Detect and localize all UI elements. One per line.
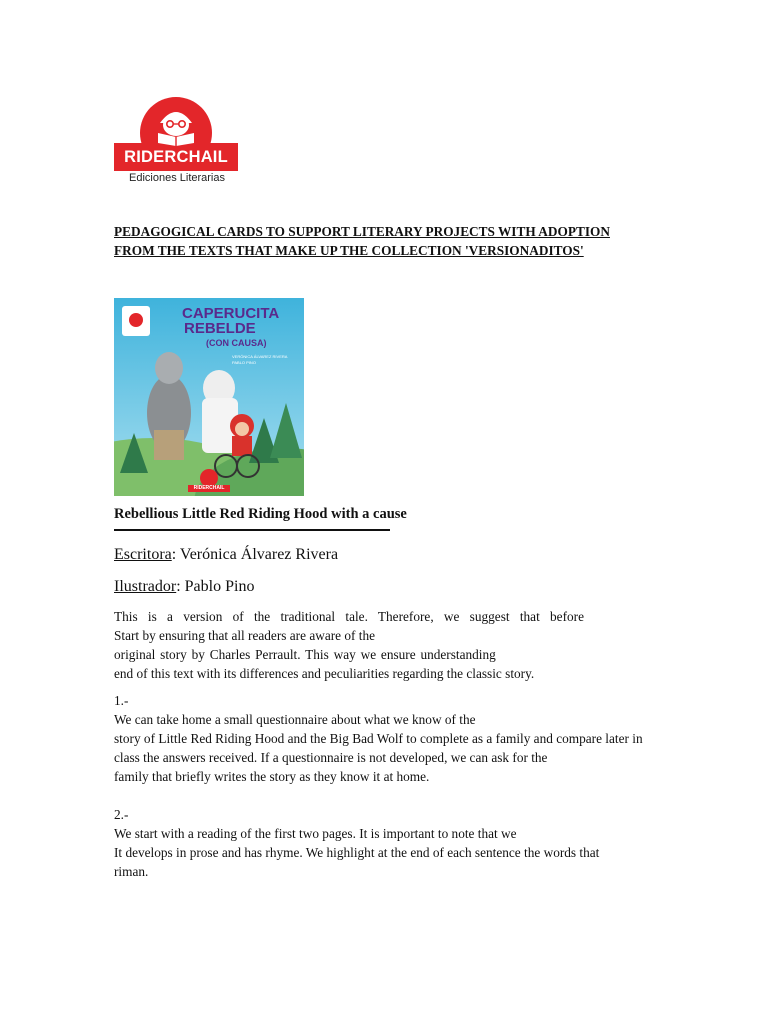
writer-credit <box>114 546 338 564</box>
illustrator-credit <box>114 578 254 596</box>
section-number: 2.- <box>114 807 129 822</box>
writer-label: Escritora <box>114 546 172 563</box>
paragraph-line: class the answers received. If a questionnaire is not developed, we can ask for the <box>114 750 548 765</box>
cover-title-line2: REBELDE <box>184 320 256 337</box>
book-title: Rebellious Little Red Riding Hood with a cause <box>114 506 407 522</box>
cover-title-line3: (CON CAUSA) <box>206 338 267 348</box>
title-line: FROM THE TEXTS THAT MAKE UP THE COLLECTION 'VERSIONADITOS' <box>114 243 584 258</box>
document-title <box>114 222 674 260</box>
cover-publisher: RIDERCHAIL <box>193 485 225 491</box>
paragraph-line: story of Little Red Riding Hood and the Big Bad Wolf to complete as a family and compare later in <box>114 731 643 746</box>
title-divider <box>114 529 390 531</box>
illustrator-value: : Pablo Pino <box>176 578 255 595</box>
section-2 <box>114 805 674 881</box>
paragraph-line: Start by ensuring that all readers are aware of the <box>114 628 376 643</box>
title-line: PEDAGOGICAL CARDS TO SUPPORT LITERARY PROJECTS WITH ADOPTION <box>114 224 610 239</box>
cover-illustrator: PABLO PINO <box>232 360 256 365</box>
illustrator-label: Ilustrador <box>114 578 177 595</box>
cover-title-line1: CAPERUCITA <box>182 305 280 322</box>
writer-value: : Verónica Álvarez Rivera <box>171 546 339 563</box>
paragraph-line: riman. <box>114 864 149 879</box>
cover-author: VERÓNICA ÁLVAREZ RIVERA <box>232 354 288 359</box>
paragraph-line: It develops in prose and has rhyme. We highlight at the end of each sentence the words that <box>114 845 600 860</box>
intro-paragraph <box>114 607 674 683</box>
paragraph-line: end of this text with its differences and peculiarities regarding the classic story. <box>114 666 535 681</box>
paragraph-line: family that briefly writes the story as they know it at home. <box>114 769 430 784</box>
paragraph-line: original story by Charles Perrault. This way we ensure understanding <box>114 647 496 662</box>
section-1 <box>114 691 674 786</box>
paragraph-line: We start with a reading of the first two pages. It is important to note that we <box>114 826 517 841</box>
logo-brand: RIDERCHAIL <box>124 148 228 166</box>
publisher-logo <box>114 95 238 190</box>
paragraph-line: We can take home a small questionnaire about what we know of the <box>114 712 476 727</box>
book-cover-image <box>114 298 304 496</box>
section-number: 1.- <box>114 693 129 708</box>
paragraph-line: This is a version of the traditional tale. Therefore, we suggest that before <box>114 609 584 624</box>
logo-tagline: Ediciones Literarias <box>129 172 225 184</box>
